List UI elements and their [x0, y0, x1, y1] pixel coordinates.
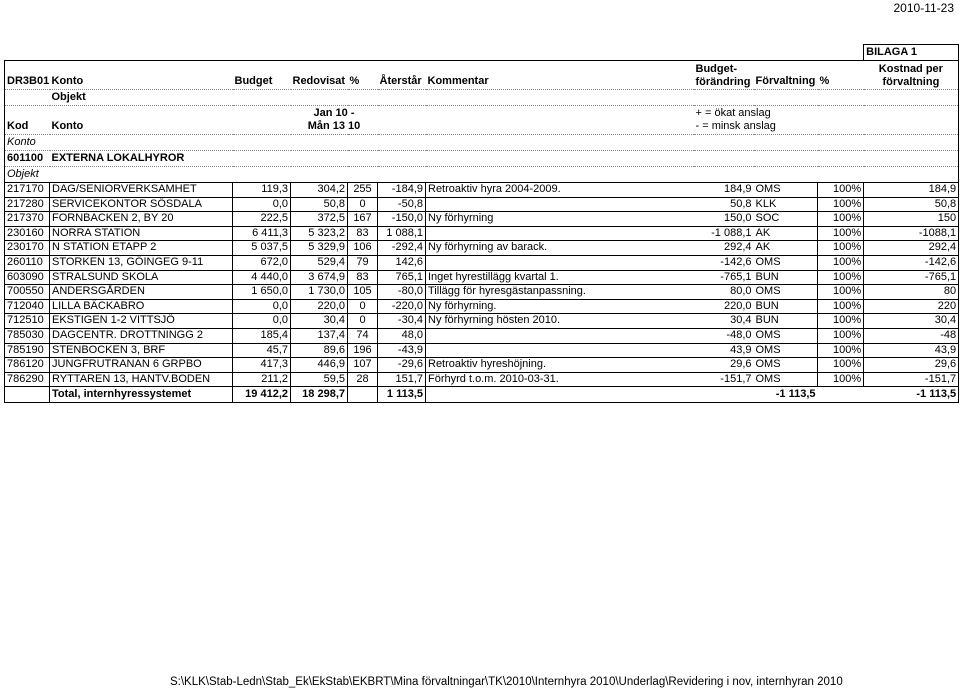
- cell-kommentar: [426, 226, 694, 241]
- header-konto2: Konto: [50, 106, 233, 135]
- cell-kod: 230160: [5, 226, 50, 241]
- cell-aterstar: -220,0: [378, 299, 426, 314]
- cell-pct2: 100%: [818, 270, 864, 285]
- cell-pct: 0: [348, 314, 378, 329]
- cell-forvaltning: AK: [754, 241, 818, 256]
- cell-pct2: 100%: [818, 358, 864, 373]
- header-row-konto-italic: [5, 135, 959, 151]
- header-objekt: Objekt: [50, 90, 233, 106]
- header-row-1: [5, 61, 959, 90]
- total-label: Total, internhyressystemet: [50, 387, 233, 403]
- group-code: 601100: [5, 151, 50, 167]
- table-row: [5, 328, 959, 343]
- cell-name: EKSTIGEN 1-2 VITTSJÖ: [50, 314, 233, 329]
- total-row: [5, 387, 959, 403]
- cell-name: ANDERSGÅRDEN: [50, 285, 233, 300]
- cell-name: RYTTAREN 13, HANTV.BODEN: [50, 372, 233, 387]
- total-redovisat: 18 298,7: [291, 387, 348, 403]
- cell-pct: 79: [348, 255, 378, 270]
- cell-aterstar: -292,4: [378, 241, 426, 256]
- cell-kommentar: [426, 343, 694, 358]
- header-kod: Kod: [5, 106, 50, 135]
- cell-budgetforandring: -48,0: [694, 328, 754, 343]
- total-budgetforandring: -1 113,5: [694, 387, 818, 403]
- cell-forvaltning: KLK: [754, 197, 818, 212]
- cell-budgetforandring: 29,6: [694, 358, 754, 373]
- table-row: [5, 372, 959, 387]
- cell-pct2: 100%: [818, 226, 864, 241]
- header-row-period: [5, 106, 959, 135]
- cell-redovisat: 89,6: [291, 343, 348, 358]
- cell-name: DAGCENTR. DROTTNINGG 2: [50, 328, 233, 343]
- cell-forvaltning: OMS: [754, 372, 818, 387]
- cell-redovisat: 3 674,9: [291, 270, 348, 285]
- cell-budgetforandring: 50,8: [694, 197, 754, 212]
- cell-redovisat: 137,4: [291, 328, 348, 343]
- cell-kostnad: 150: [864, 212, 959, 227]
- cell-kommentar: [426, 255, 694, 270]
- header-kommentar: Kommentar: [426, 61, 694, 90]
- cell-pct: 105: [348, 285, 378, 300]
- cell-kod: 786120: [5, 358, 50, 373]
- cell-name: STENBOCKEN 3, BRF: [50, 343, 233, 358]
- cell-aterstar: 151,7: [378, 372, 426, 387]
- cell-pct2: 100%: [818, 212, 864, 227]
- cell-kod: 712040: [5, 299, 50, 314]
- cell-budget: 222,5: [233, 212, 291, 227]
- header-dr: DR3B01: [5, 61, 50, 90]
- cell-pct2: 100%: [818, 372, 864, 387]
- cell-pct: 196: [348, 343, 378, 358]
- cell-kostnad: 184,9: [864, 183, 959, 198]
- cell-pct2: 100%: [818, 299, 864, 314]
- cell-kostnad: 29,6: [864, 358, 959, 373]
- cell-name: NORRA STATION: [50, 226, 233, 241]
- cell-pct: 74: [348, 328, 378, 343]
- cell-kostnad: -1088,1: [864, 226, 959, 241]
- cell-budget: 0,0: [233, 314, 291, 329]
- total-kostnad: -1 113,5: [864, 387, 959, 403]
- cell-kod: 603090: [5, 270, 50, 285]
- cell-name: LILLA BÄCKABRO: [50, 299, 233, 314]
- cell-kostnad: 30,4: [864, 314, 959, 329]
- header-row-objekt: [5, 90, 959, 106]
- header-budgetforandring: Budget- förändring: [694, 61, 754, 90]
- header-anslag-legend: + = ökat anslag - = minsk anslag: [694, 106, 818, 135]
- cell-budget: 45,7: [233, 343, 291, 358]
- cell-budget: 672,0: [233, 255, 291, 270]
- cell-redovisat: 59,5: [291, 372, 348, 387]
- total-aterstar: 1 113,5: [378, 387, 426, 403]
- cell-name: JUNGFRUTRANAN 6 GRPBO: [50, 358, 233, 373]
- cell-budget: 119,3: [233, 183, 291, 198]
- header-konto: Konto: [50, 61, 233, 90]
- table-row: [5, 197, 959, 212]
- cell-forvaltning: BUN: [754, 314, 818, 329]
- cell-kostnad: 220: [864, 299, 959, 314]
- table-row: [5, 299, 959, 314]
- cell-name: FORNBACKEN 2, BY 20: [50, 212, 233, 227]
- cell-budget: 5 037,5: [233, 241, 291, 256]
- table-row: [5, 183, 959, 198]
- cell-kod: 700550: [5, 285, 50, 300]
- cell-name: STRALSUND SKOLA: [50, 270, 233, 285]
- cell-budget: 0,0: [233, 299, 291, 314]
- table-row: [5, 226, 959, 241]
- cell-kommentar: Retroaktiv hyra 2004-2009.: [426, 183, 694, 198]
- cell-kostnad: -151,7: [864, 372, 959, 387]
- bilaga-row: [5, 45, 959, 61]
- header-pct2: %: [818, 61, 864, 90]
- cell-forvaltning: OMS: [754, 358, 818, 373]
- report-table: [4, 44, 959, 403]
- cell-forvaltning: OMS: [754, 255, 818, 270]
- cell-kommentar: Förhyrd t.o.m. 2010-03-31.: [426, 372, 694, 387]
- cell-pct: 167: [348, 212, 378, 227]
- cell-aterstar: -50,8: [378, 197, 426, 212]
- header-redovisat: Redovisat: [291, 61, 348, 90]
- cell-redovisat: 30,4: [291, 314, 348, 329]
- cell-aterstar: 48,0: [378, 328, 426, 343]
- cell-pct2: 100%: [818, 314, 864, 329]
- cell-budgetforandring: -151,7: [694, 372, 754, 387]
- table-row: [5, 241, 959, 256]
- cell-budgetforandring: 30,4: [694, 314, 754, 329]
- cell-kod: 785030: [5, 328, 50, 343]
- cell-pct2: 100%: [818, 285, 864, 300]
- cell-redovisat: 529,4: [291, 255, 348, 270]
- cell-kostnad: 50,8: [864, 197, 959, 212]
- cell-aterstar: 1 088,1: [378, 226, 426, 241]
- cell-pct2: 100%: [818, 343, 864, 358]
- cell-name: DAG/SENIORVERKSAMHET: [50, 183, 233, 198]
- cell-forvaltning: OMS: [754, 343, 818, 358]
- cell-name: SERVICEKONTOR SÖSDALA: [50, 197, 233, 212]
- cell-kostnad: -765,1: [864, 270, 959, 285]
- group-name: EXTERNA LOKALHYROR: [50, 151, 233, 167]
- cell-pct2: 100%: [818, 255, 864, 270]
- cell-pct2: 100%: [818, 241, 864, 256]
- cell-budget: 6 411,3: [233, 226, 291, 241]
- cell-pct2: 100%: [818, 328, 864, 343]
- cell-redovisat: 304,2: [291, 183, 348, 198]
- cell-redovisat: 1 730,0: [291, 285, 348, 300]
- header-period: Jan 10 - Mån 13 10: [291, 106, 378, 135]
- cell-kostnad: -48: [864, 328, 959, 343]
- cell-forvaltning: BUN: [754, 270, 818, 285]
- cell-kod: 217170: [5, 183, 50, 198]
- cell-redovisat: 50,8: [291, 197, 348, 212]
- table-row: [5, 358, 959, 373]
- header-konto-italic: Konto: [5, 135, 233, 151]
- file-path-footer: S:\KLK\Stab-Ledn\Stab_Ek\EkStab\EKBRT\Mina förvaltningar\TK\2010\Internhyra 2010\Underlag\Revidering i nov, internhyran 2010: [170, 676, 843, 688]
- cell-kod: 785190: [5, 343, 50, 358]
- cell-kostnad: 80: [864, 285, 959, 300]
- cell-forvaltning: SOC: [754, 212, 818, 227]
- header-pct: %: [348, 61, 378, 90]
- cell-budget: 211,2: [233, 372, 291, 387]
- table-row: [5, 314, 959, 329]
- cell-pct: 107: [348, 358, 378, 373]
- cell-forvaltning: OMS: [754, 328, 818, 343]
- cell-kod: 260110: [5, 255, 50, 270]
- cell-redovisat: 220,0: [291, 299, 348, 314]
- cell-aterstar: 142,6: [378, 255, 426, 270]
- cell-forvaltning: OMS: [754, 183, 818, 198]
- cell-pct: 0: [348, 299, 378, 314]
- cell-kommentar: Ny förhyrning: [426, 212, 694, 227]
- cell-budgetforandring: 80,0: [694, 285, 754, 300]
- cell-kod: 217280: [5, 197, 50, 212]
- cell-budgetforandring: -765,1: [694, 270, 754, 285]
- header-aterstar: Återstår: [378, 61, 426, 90]
- cell-budget: 4 440,0: [233, 270, 291, 285]
- cell-pct: 106: [348, 241, 378, 256]
- cell-kommentar: Retroaktiv hyreshöjning.: [426, 358, 694, 373]
- cell-budgetforandring: -1 088,1: [694, 226, 754, 241]
- cell-name: N STATION ETAPP 2: [50, 241, 233, 256]
- cell-aterstar: -184,9: [378, 183, 426, 198]
- report-sheet: [4, 44, 958, 403]
- cell-pct2: 100%: [818, 197, 864, 212]
- cell-aterstar: 765,1: [378, 270, 426, 285]
- cell-kostnad: 292,4: [864, 241, 959, 256]
- cell-budget: 185,4: [233, 328, 291, 343]
- total-budget: 19 412,2: [233, 387, 291, 403]
- cell-pct: 83: [348, 270, 378, 285]
- cell-pct2: 100%: [818, 183, 864, 198]
- cell-budget: 0,0: [233, 197, 291, 212]
- table-row: [5, 212, 959, 227]
- bilaga-label: BILAGA 1: [864, 45, 959, 61]
- cell-budgetforandring: 184,9: [694, 183, 754, 198]
- cell-budget: 417,3: [233, 358, 291, 373]
- cell-kommentar: [426, 197, 694, 212]
- cell-kommentar: Inget hyrestillägg kvartal 1.: [426, 270, 694, 285]
- cell-redovisat: 5 323,2: [291, 226, 348, 241]
- cell-kommentar: Ny förhyrning.: [426, 299, 694, 314]
- cell-budgetforandring: 150,0: [694, 212, 754, 227]
- group-row: [5, 151, 959, 167]
- cell-redovisat: 372,5: [291, 212, 348, 227]
- cell-kod: 217370: [5, 212, 50, 227]
- cell-kommentar: Tillägg för hyresgästanpassning.: [426, 285, 694, 300]
- cell-aterstar: -150,0: [378, 212, 426, 227]
- header-kostnad: Kostnad per förvaltning: [864, 61, 959, 90]
- cell-budgetforandring: 292,4: [694, 241, 754, 256]
- cell-kostnad: -142,6: [864, 255, 959, 270]
- cell-budgetforandring: 43,9: [694, 343, 754, 358]
- cell-kommentar: Ny förhyrning av barack.: [426, 241, 694, 256]
- cell-pct: 83: [348, 226, 378, 241]
- cell-aterstar: -43,9: [378, 343, 426, 358]
- table-row: [5, 343, 959, 358]
- cell-kod: 786290: [5, 372, 50, 387]
- cell-aterstar: -80,0: [378, 285, 426, 300]
- cell-budgetforandring: -142,6: [694, 255, 754, 270]
- cell-pct: 28: [348, 372, 378, 387]
- cell-budgetforandring: 220,0: [694, 299, 754, 314]
- cell-redovisat: 446,9: [291, 358, 348, 373]
- table-row: [5, 270, 959, 285]
- cell-kostnad: 43,9: [864, 343, 959, 358]
- cell-forvaltning: BUN: [754, 299, 818, 314]
- cell-aterstar: -29,6: [378, 358, 426, 373]
- header-budget: Budget: [233, 61, 291, 90]
- cell-forvaltning: OMS: [754, 285, 818, 300]
- cell-aterstar: -30,4: [378, 314, 426, 329]
- header-forvaltning: Förvaltning: [754, 61, 818, 90]
- cell-kod: 712510: [5, 314, 50, 329]
- report-date: 2010-11-23: [893, 1, 954, 15]
- header-objekt-italic: Objekt: [5, 167, 233, 183]
- cell-forvaltning: AK: [754, 226, 818, 241]
- cell-pct: 0: [348, 197, 378, 212]
- cell-name: STORKEN 13, GÖINGEG 9-11: [50, 255, 233, 270]
- cell-pct: 255: [348, 183, 378, 198]
- cell-redovisat: 5 329,9: [291, 241, 348, 256]
- cell-budget: 1 650,0: [233, 285, 291, 300]
- cell-kod: 230170: [5, 241, 50, 256]
- cell-kommentar: Ny förhyrning hösten 2010.: [426, 314, 694, 329]
- header-row-objekt-italic: [5, 167, 959, 183]
- cell-kommentar: [426, 328, 694, 343]
- table-row: [5, 285, 959, 300]
- data-rows: [5, 183, 959, 387]
- table-row: [5, 255, 959, 270]
